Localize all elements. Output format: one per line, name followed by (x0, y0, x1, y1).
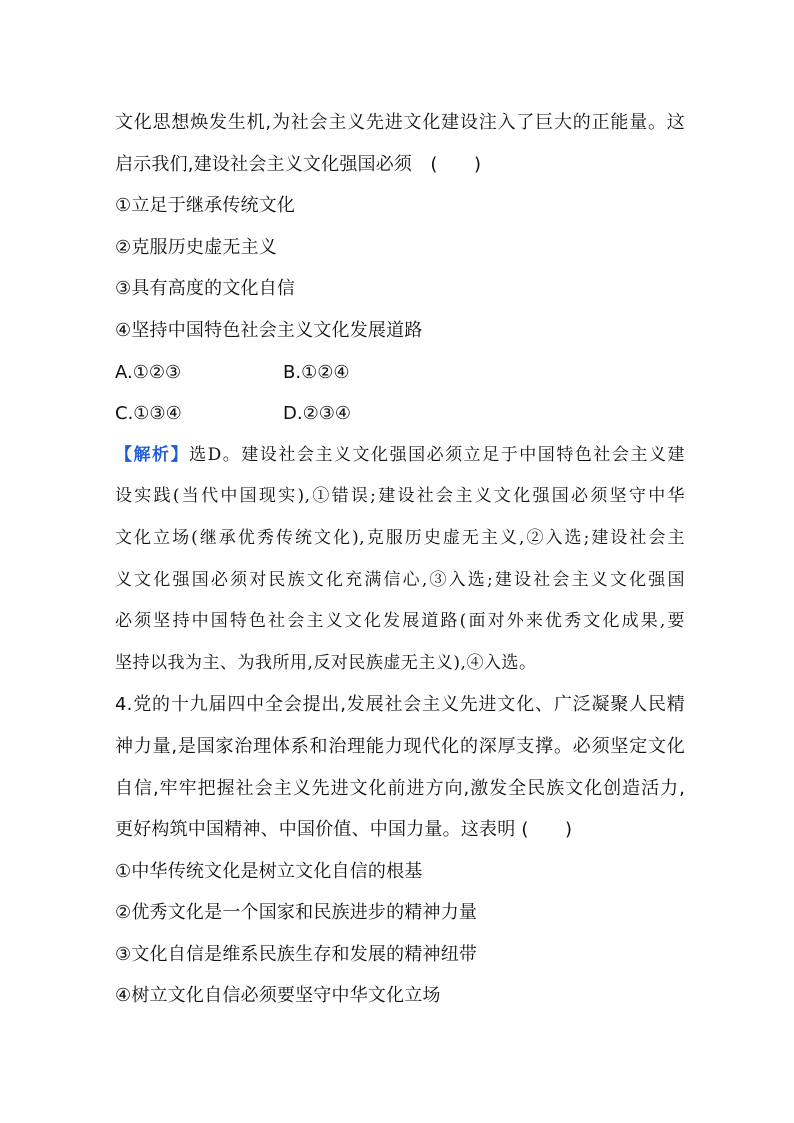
q3-option-a: A.①②③ (115, 361, 182, 383)
q3-option-b: B.①②④ (283, 361, 350, 383)
q3-stem-line: 文化思想焕发生机,为社会主义先进文化建设注入了巨大的正能量。这 (115, 112, 685, 133)
q4-stem-line: 4.党的十九届四中全会提出,发展社会主义先进文化、广泛凝聚人民精 (115, 694, 685, 716)
q3-statement-2: ②克服历史虚无主义 (115, 236, 277, 258)
q4-statement-2: ②优秀文化是一个国家和民族进步的精神力量 (115, 902, 478, 924)
q3-stem-line: 启示我们,建设社会主义文化强国必须 ( ) (115, 153, 482, 175)
q3-option-d: D.②③④ (283, 403, 351, 425)
q4-statement-4: ④树立文化自信必须要坚守中华文化立场 (115, 985, 441, 1007)
q4-statement-3: ③文化自信是维系民族生存和发展的精神纽带 (115, 943, 478, 965)
analysis-tag: 【解析】 (115, 444, 190, 465)
q3-options-row (115, 393, 685, 435)
q3-option-c: C.①③④ (115, 403, 182, 425)
q4-stem-line: 自信,牢牢把握社会主义先进文化前进方向,激发全民族文化创造活力, (115, 777, 685, 799)
analysis-line: 义文化强国必须对民族文化充满信心,③入选;建设社会主义文化强国 (115, 569, 685, 590)
q4-stem-line: 更好构筑中国精神、中国价值、中国力量。这表明 ( ) (115, 819, 573, 841)
q3-statement-4: ④坚持中国特色社会主义文化发展道路 (115, 319, 423, 341)
analysis-text: 选D。建设社会主义文化强国必须立足于中国特色社会主义建 (189, 444, 685, 465)
q3-options-row (115, 352, 685, 394)
q3-analysis (115, 435, 685, 685)
analysis-line: 文化立场(继承优秀传统文化),克服历史虚无主义,②入选;建设社会主 (115, 527, 685, 548)
q3-statement-3: ③具有高度的文化自信 (115, 278, 296, 300)
analysis-line: 坚持以我为主、为我所用,反对民族虚无主义),④入选。 (115, 652, 537, 673)
analysis-line: 设实践(当代中国现实),①错误;建设社会主义文化强国必须坚守中华 (115, 486, 685, 507)
analysis-line (115, 435, 685, 477)
analysis-line: 必须坚持中国特色社会主义文化发展道路(面对外来优秀文化成果,要 (115, 611, 685, 632)
q4-stem-line: 神力量,是国家治理体系和治理能力现代化的深厚支撑。必须坚定文化 (115, 735, 685, 757)
question-content (115, 102, 685, 1017)
q3-statement-1: ①立足于继承传统文化 (115, 195, 296, 217)
q4-statement-1: ①中华传统文化是树立文化自信的根基 (115, 860, 423, 882)
